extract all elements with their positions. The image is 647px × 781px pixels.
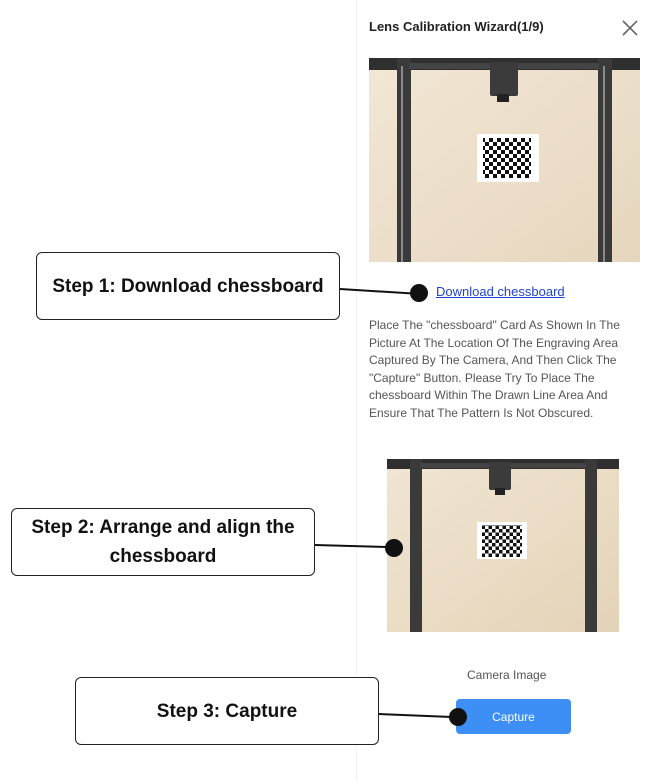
step2-dot [385,539,403,557]
camera-preview-image [387,459,619,632]
step3-callout: Step 3: Capture [75,677,379,745]
close-icon[interactable] [619,17,641,39]
reference-image [369,58,640,262]
download-chessboard-link[interactable]: Download chessboard [436,284,565,299]
engraver-frame-illustration [369,58,640,262]
step1-callout: Step 1: Download chessboard [36,252,340,320]
step1-dot [410,284,428,302]
step2-callout: Step 2: Arrange and align the chessboard [11,508,315,576]
camera-image-label: Camera Image [467,668,547,682]
capture-button[interactable]: Capture [456,699,571,734]
engraver-frame-preview [387,459,619,632]
step3-dot [449,708,467,726]
instruction-text: Place The "chessboard" Card As Shown In The Picture At The Location Of The Engraving Area Captured By The Camera, And Then Click The "Capture" Button. Please Try To Place The chessboard Within The Drawn Line Area And Ensure That The Pattern Is Not Obscured. [369,318,620,420]
dialog-title: Lens Calibration Wizard(1/9) [369,19,544,34]
